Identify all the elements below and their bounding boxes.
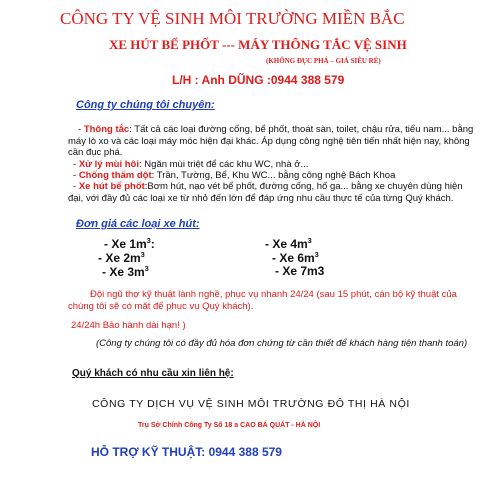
service-item-xe-hut: - Xe hút bể phốt:Bơm hút, nạo vét bể phốt, đường cống, hố ga... bằng xe chuyên dùng hiện đại, với đầy đủ các loại xe từ nhỏ đến lớn để đáp ứng nhu cầu thực tế của từng Quý khách. xyxy=(68,181,463,204)
service-label: Xử lý mùi hôi xyxy=(78,159,140,170)
service-text: : Ngăn mùi triệt để các khu WC, nhà ở... xyxy=(139,159,309,170)
price-item-4m3: - Xe $4m^3$ xyxy=(265,236,312,251)
contact-line: L/H : Anh DŨNG :0944 388 579 xyxy=(172,73,345,87)
service-label: Xe hút bể phốt xyxy=(78,181,145,192)
services-heading: Công ty chúng tôi chuyên: xyxy=(76,99,215,111)
service-item-chong-tham: - Chống thấm dột: Trần, Tường, Bể, Khu WC... bằng công nghệ Bách Khoa xyxy=(73,170,396,181)
price-item-3m3: - Xe $3m^3$ xyxy=(102,264,149,279)
service-label: Chống thấm dột xyxy=(78,170,152,181)
service-title: XE HÚT BỂ PHỐT --- MÁY THÔNG TẮC VỆ SINH xyxy=(109,37,407,52)
service-label: Thông tắc xyxy=(83,124,130,135)
company-title: CÔNG TY VỆ SINH MÔI TRƯỜNG MIỀN BẮC xyxy=(60,9,405,28)
price-item-2m3: - Xe $2m^3$ xyxy=(98,250,145,265)
footer-company: CÔNG TY DỊCH VỤ VỆ SINH MÔI TRƯỜNG ĐÔ THỊ HÀ NỘI xyxy=(92,398,410,410)
price-item-1m3: - Xe $1m^3$: xyxy=(104,236,155,251)
service-text: : Tất cả các loại đường cống, bể phốt, thoát sàn, toilet, chậu rửa, tiểu nam... bằng máy lò xo và các loại máy móc hiện đại khác. Áp dụng công nghệ tiên tiến nhất hiện nay, không cần đục phá. xyxy=(68,124,474,158)
invoice-note: (Công ty chúng tôi có đầy đủ hóa đơn chứng từ cần thiết để khách hàng tiện thanh toán) xyxy=(96,338,468,349)
price-item-6m3: - Xe $6m^3$ xyxy=(272,250,319,265)
footer-hotline: HỖ TRỢ KỸ THUẬT: 0944 388 579 xyxy=(91,445,282,459)
price-item-7m3: - Xe 7m3 xyxy=(275,264,325,278)
service-text: : Trần, Tường, Bể, Khu WC... bằng công nghệ Bách Khoa xyxy=(151,170,396,181)
tagline: (KHÔNG ĐỤC PHÁ – GIÁ SIÊU RẺ) xyxy=(266,57,381,65)
service-item-xu-ly-mui: - Xử lý mùi hôi: Ngăn mùi triệt để các khu WC, nhà ở... xyxy=(73,159,309,170)
service-item-thong-tac: - Thông tắc: Tất cả các loại đường cống, bể phốt, thoát sàn, toilet, chậu rửa, tiểu nam... bằng máy lò xo và các loại máy móc hiện đại khác. Áp dụng công nghệ tiên tiến nhất hiện nay, không cần đục phá. xyxy=(68,124,474,158)
footer-address: Trụ Sở Chính Công Ty Số 18 a CAO BÁ QUÁT - HÀ NỘI xyxy=(138,422,321,429)
warranty-note: 24/24h Bảo hành dài hạn! ) xyxy=(71,320,186,331)
service-text: :Bơm hút, nạo vét bể phốt, đường cống, hố ga... bằng xe chuyên dùng hiện đại, với đầy đủ các loại xe từ nhỏ đến lớn để đáp ứng nhu cầu thực tế của từng Quý khách. xyxy=(68,181,463,204)
prices-heading: Đơn giá các loại xe hút: xyxy=(76,218,200,230)
contact-prompt: Quý khách có nhu cầu xin liên hệ: xyxy=(72,368,234,379)
team-note: Đội ngũ thợ kỹ thuật lành nghề, phục vụ nhanh 24/24 (sau 15 phút, cán bộ kỹ thuật của chúng tôi sẽ có mặt để phục vụ Quý khách). xyxy=(68,289,457,312)
